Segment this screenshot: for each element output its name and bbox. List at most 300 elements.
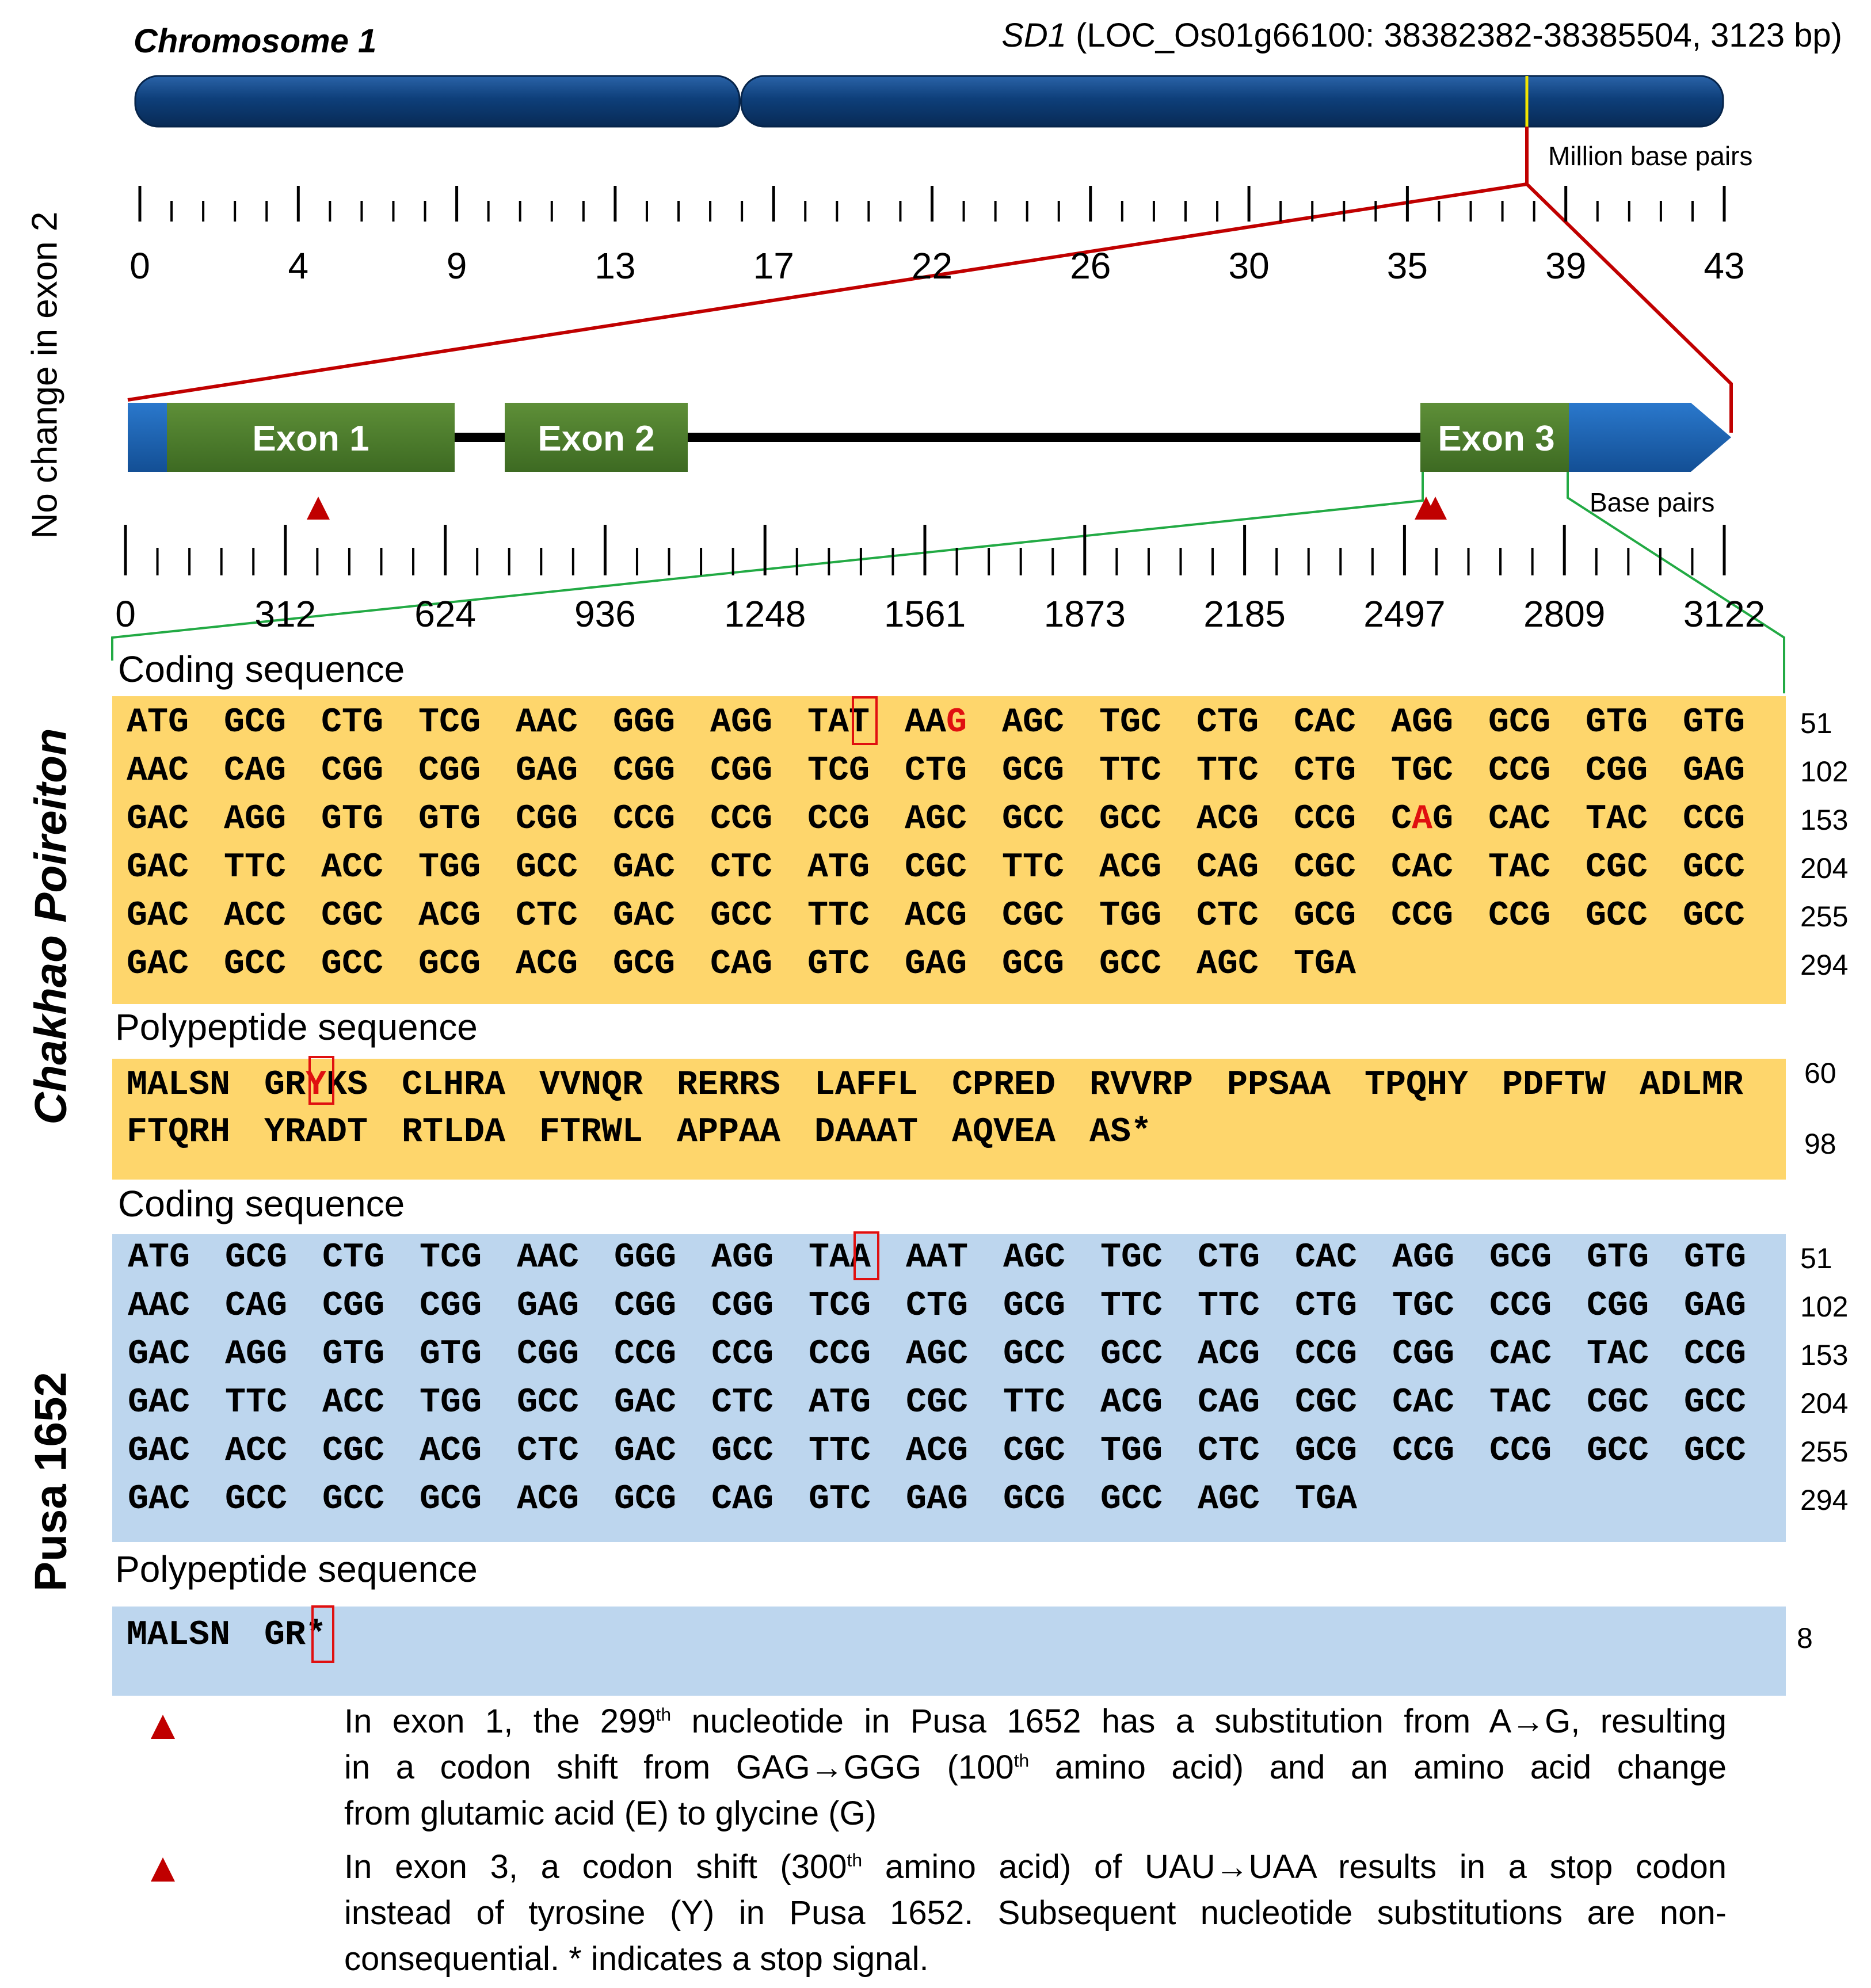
nucleotide-count: 51 xyxy=(1800,707,1832,739)
codon: TCG xyxy=(418,703,481,742)
codon: GTG xyxy=(1684,1238,1747,1277)
codon: CTC xyxy=(517,1432,580,1471)
codon: AGC xyxy=(1198,1480,1260,1519)
codon: CAC xyxy=(1489,1335,1552,1374)
codon: CTG xyxy=(321,703,384,742)
codon: CGC xyxy=(321,896,384,936)
codon: CTC xyxy=(1198,1432,1260,1471)
chromosome-ruler-tick-label: 26 xyxy=(1070,245,1111,287)
codon: CTC xyxy=(711,1383,774,1422)
legend-triangle-2 xyxy=(151,1857,175,1882)
peptide-block: FTQRH xyxy=(127,1113,231,1152)
codon: CGG xyxy=(614,1287,677,1326)
codon: GCG xyxy=(1488,703,1551,742)
codon: AAC xyxy=(517,1238,580,1277)
codon: GAC xyxy=(614,1383,677,1422)
codon: ACG xyxy=(1099,848,1162,887)
codon: ATG xyxy=(127,703,189,742)
peptide-block: MALSN xyxy=(127,1616,231,1655)
nucleotide-count: 204 xyxy=(1800,852,1849,884)
codon: ATG xyxy=(128,1238,190,1277)
codon: CGG xyxy=(321,751,384,791)
codon: AAC xyxy=(128,1287,190,1326)
chromosome-ruler-tick-label: 17 xyxy=(753,245,794,287)
peptide-block: YRADT xyxy=(264,1113,368,1152)
chakhao-coding-header: Coding sequence xyxy=(118,648,405,690)
codon: GCC xyxy=(225,1480,288,1519)
codon: CTC xyxy=(516,896,578,936)
codon: CTC xyxy=(710,848,773,887)
codon: GGG xyxy=(614,1238,677,1277)
codon: CCG xyxy=(809,1335,871,1374)
peptide-block: CLHRA xyxy=(402,1066,506,1105)
codon: CGC xyxy=(1295,1383,1358,1422)
codon: CTG xyxy=(1294,751,1356,791)
codon: GCC xyxy=(321,945,384,984)
nucleotide-count: 153 xyxy=(1800,1339,1849,1371)
codon: CGC xyxy=(905,848,967,887)
codon: TGG xyxy=(420,1383,482,1422)
codon: CTG xyxy=(906,1287,969,1326)
gene-ruler-tick-label: 1248 xyxy=(724,593,806,635)
codon: AGG xyxy=(1392,1238,1455,1277)
codon: TGC xyxy=(1100,1238,1163,1277)
codon: GAG xyxy=(906,1480,969,1519)
gene-ruler-tick-label: 1561 xyxy=(883,593,966,635)
codon: AAT xyxy=(906,1238,969,1277)
codon: TGC xyxy=(1099,703,1162,742)
codon: CAG xyxy=(224,751,287,791)
codon: ATG xyxy=(807,848,870,887)
codon: AGG xyxy=(710,703,773,742)
codon: CAG xyxy=(711,1480,774,1519)
gene-ruler-tick-label: 0 xyxy=(115,593,136,635)
codon: GAC xyxy=(127,896,189,936)
codon: GCC xyxy=(1100,1480,1163,1519)
codon: ACG xyxy=(418,896,481,936)
chromosome-arm-left xyxy=(135,76,740,127)
codon: GCC xyxy=(1099,800,1162,839)
pusa-peptide-header: Polypeptide sequence xyxy=(115,1548,478,1590)
codon: GCG xyxy=(613,945,676,984)
codon: CCG xyxy=(1392,1432,1455,1471)
codon: CAG xyxy=(1198,1383,1260,1422)
note-exon1-line1: In exon 1, the 299th nucleotide in Pusa 1652 has a substitution from A→G, resulting xyxy=(344,1703,1727,1740)
highlight-box-chakhao-residue xyxy=(308,1056,334,1105)
codon: ACC xyxy=(322,1383,385,1422)
utr-5prime xyxy=(128,403,167,472)
codon: GAG xyxy=(905,945,967,984)
peptide-block: MALSN xyxy=(127,1066,231,1105)
chromosome-ruler-tick-label: 0 xyxy=(129,245,150,287)
codon: AGC xyxy=(905,800,967,839)
note-exon3-line1: In exon 3, a codon shift (300th amino acid) of UAU→UAA results in a stop codon xyxy=(344,1848,1727,1886)
peptide-row xyxy=(127,1113,1227,1152)
exon-3-label: Exon 3 xyxy=(1438,419,1555,459)
codon: GCC xyxy=(710,896,773,936)
codon: TAC xyxy=(1586,800,1648,839)
codon: GCG xyxy=(614,1480,677,1519)
peptide-block: VVNQR xyxy=(539,1066,643,1105)
codon: ACG xyxy=(1196,800,1259,839)
peptide-block: GRYKS xyxy=(264,1066,368,1105)
codon: CGC xyxy=(1003,1432,1066,1471)
codon: CCG xyxy=(1294,800,1356,839)
codon: GAC xyxy=(613,896,676,936)
peptide-block: TPQHY xyxy=(1365,1066,1469,1105)
codon: GCG xyxy=(1489,1238,1552,1277)
codon: GCC xyxy=(517,1383,580,1422)
note-exon3-line3: consequential. * indicates a stop signal. xyxy=(344,1940,929,1978)
codon: GAG xyxy=(516,751,578,791)
gene-ruler xyxy=(125,525,1724,575)
codon: ACG xyxy=(1198,1335,1260,1374)
codon: GTG xyxy=(1586,703,1648,742)
note-exon1-line3: from glutamic acid (E) to glycine (G) xyxy=(344,1795,877,1832)
note-exon1 xyxy=(344,1699,1727,1837)
codon: CGG xyxy=(420,1287,482,1326)
gene-locus: (LOC_Os01g66100: 38382382-38385504, 3123 bp) xyxy=(1066,17,1842,54)
codon: GTC xyxy=(807,945,870,984)
codon: GAC xyxy=(128,1335,190,1374)
chromosome-arm-right xyxy=(741,76,1723,127)
chromosome-ruler-tick-label: 22 xyxy=(911,245,953,287)
exon-2-label: Exon 2 xyxy=(538,419,655,459)
codon-row xyxy=(128,1480,1392,1519)
codon: AAC xyxy=(516,703,578,742)
codon: AAC xyxy=(127,751,189,791)
codon: TTC xyxy=(1002,848,1065,887)
codon: TAA xyxy=(809,1238,871,1277)
peptide-block: GR* xyxy=(264,1616,327,1655)
peptide-block: AQVEA xyxy=(952,1113,1056,1152)
codon: GCC xyxy=(1003,1335,1066,1374)
codon: AAG xyxy=(905,703,967,742)
codon: GCG xyxy=(418,945,481,984)
note-exon3 xyxy=(344,1844,1727,1982)
codon-row xyxy=(127,848,1780,887)
residue-count: 8 xyxy=(1797,1622,1813,1654)
codon: GTG xyxy=(322,1335,385,1374)
codon: CGG xyxy=(1587,1287,1649,1326)
codon: GCG xyxy=(1003,1287,1066,1326)
codon-row xyxy=(128,1335,1781,1374)
codon: GCG xyxy=(1003,1480,1066,1519)
chromosome-ruler-tick-label: 13 xyxy=(595,245,636,287)
codon: TGG xyxy=(1100,1432,1163,1471)
codon: CGC xyxy=(322,1432,385,1471)
gene-ruler-tick-label: 1873 xyxy=(1043,593,1126,635)
codon: GTG xyxy=(420,1335,482,1374)
codon: CCG xyxy=(1684,1335,1747,1374)
codon: AGG xyxy=(225,1335,288,1374)
codon: TGG xyxy=(418,848,481,887)
codon: GAC xyxy=(127,800,189,839)
codon: GCC xyxy=(1587,1432,1649,1471)
highlight-box-pusa-codon xyxy=(853,1231,879,1280)
chromosome-ruler-tick-label: 43 xyxy=(1704,245,1745,287)
gene-ruler-tick-label: 624 xyxy=(414,593,476,635)
gene-ruler-tick-label: 312 xyxy=(254,593,317,635)
codon: ACG xyxy=(516,945,578,984)
codon: GCC xyxy=(1100,1335,1163,1374)
nucleotide-count: 204 xyxy=(1800,1387,1849,1420)
codon: GAC xyxy=(128,1432,190,1471)
peptide-block: CPRED xyxy=(952,1066,1056,1105)
codon: AGC xyxy=(1196,945,1259,984)
codon: TTC xyxy=(1198,1287,1260,1326)
peptide-block: PPSAA xyxy=(1227,1066,1331,1105)
codon: GCC xyxy=(1684,1432,1747,1471)
codon: AGG xyxy=(711,1238,774,1277)
codon: CGC xyxy=(1294,848,1356,887)
codon: AGC xyxy=(1003,1238,1066,1277)
codon: GCG xyxy=(1002,751,1065,791)
codon: CTG xyxy=(1295,1287,1358,1326)
codon: CGC xyxy=(1002,896,1065,936)
legend-triangle-1 xyxy=(151,1715,175,1739)
chakhao-peptide-header: Polypeptide sequence xyxy=(115,1006,478,1048)
codon: CCG xyxy=(711,1335,774,1374)
peptide-block: LAFFL xyxy=(814,1066,919,1105)
codon: TGA xyxy=(1295,1480,1358,1519)
codon: TAT xyxy=(807,703,870,742)
codon: GCG xyxy=(224,703,287,742)
gene-ruler-tick-label: 936 xyxy=(574,593,636,635)
codon: GTG xyxy=(418,800,481,839)
codon: CTG xyxy=(1198,1238,1260,1277)
nucleotide-count: 153 xyxy=(1800,804,1849,836)
gene-ruler-tick-label: 2809 xyxy=(1523,593,1606,635)
codon: CGG xyxy=(517,1335,580,1374)
chromosome-ruler-tick-label: 30 xyxy=(1228,245,1270,287)
highlight-box-pusa-residue xyxy=(311,1605,334,1663)
residue-count: 98 xyxy=(1804,1128,1836,1160)
codon-row xyxy=(127,896,1780,936)
codon: TCG xyxy=(420,1238,482,1277)
codon: GAG xyxy=(1684,1287,1747,1326)
codon: GCC xyxy=(1586,896,1648,936)
codon: GCG xyxy=(225,1238,288,1277)
pusa-coding-header: Coding sequence xyxy=(118,1183,405,1224)
codon: ACG xyxy=(1100,1383,1163,1422)
codon: ACG xyxy=(905,896,967,936)
peptide-block: AS* xyxy=(1089,1113,1152,1152)
codon: CCG xyxy=(1489,1287,1552,1326)
codon: ACC xyxy=(224,896,287,936)
codon: TTC xyxy=(225,1383,288,1422)
peptide-block: FTRWL xyxy=(539,1113,643,1152)
codon: GCG xyxy=(1002,945,1065,984)
gene-ruler-tick-label: 2497 xyxy=(1363,593,1446,635)
codon: GTG xyxy=(321,800,384,839)
codon: ACG xyxy=(517,1480,580,1519)
codon: GCG xyxy=(420,1480,482,1519)
codon: GGG xyxy=(613,703,676,742)
codon-row xyxy=(128,1287,1781,1326)
codon: GAC xyxy=(127,945,189,984)
codon-row xyxy=(127,945,1391,984)
peptide-block: RTLDA xyxy=(402,1113,506,1152)
codon: CGG xyxy=(1392,1335,1455,1374)
codon: GCC xyxy=(516,848,578,887)
chromosome-ruler-tick-label: 4 xyxy=(288,245,309,287)
codon: GTG xyxy=(1683,703,1746,742)
note-exon3-line2: instead of tyrosine (Y) in Pusa 1652. Subsequent nucleotide substitutions are non- xyxy=(344,1894,1727,1932)
codon: CAG xyxy=(225,1287,288,1326)
codon: GAC xyxy=(128,1480,190,1519)
codon: CCG xyxy=(807,800,870,839)
codon: GCC xyxy=(1002,800,1065,839)
codon: GCC xyxy=(1683,896,1746,936)
codon: CGG xyxy=(322,1287,385,1326)
peptide-block: RVVRP xyxy=(1089,1066,1194,1105)
nucleotide-count: 51 xyxy=(1800,1242,1832,1275)
peptide-block: ADLMR xyxy=(1640,1066,1744,1105)
codon: CGC xyxy=(906,1383,969,1422)
codon: CAG xyxy=(710,945,773,984)
codon: GAC xyxy=(127,848,189,887)
codon: ACC xyxy=(225,1432,288,1471)
codon: TAC xyxy=(1587,1335,1649,1374)
exon2-note-label: No change in exon 2 xyxy=(25,211,65,539)
codon: CTG xyxy=(1196,703,1259,742)
gene-scale-unit: Base pairs xyxy=(1590,487,1715,517)
codon: CAC xyxy=(1488,800,1551,839)
codon: TTC xyxy=(224,848,287,887)
codon: GCC xyxy=(224,945,287,984)
codon: CCG xyxy=(1683,800,1746,839)
codon: GAC xyxy=(128,1383,190,1422)
codon: TTC xyxy=(807,896,870,936)
codon: CGG xyxy=(613,751,676,791)
codon: TTC xyxy=(809,1432,871,1471)
codon: TTC xyxy=(1003,1383,1066,1422)
nucleotide-count: 294 xyxy=(1800,1484,1849,1516)
codon: TGC xyxy=(1392,1287,1455,1326)
codon-row xyxy=(127,800,1780,839)
codon: ACC xyxy=(321,848,384,887)
peptide-row xyxy=(127,1616,402,1655)
codon: CGC xyxy=(1587,1383,1649,1422)
codon: GCG xyxy=(1294,896,1356,936)
codon: AGG xyxy=(224,800,287,839)
codon: GAC xyxy=(613,848,676,887)
chromosome-ruler-tick-label: 39 xyxy=(1545,245,1587,287)
exon-1-label: Exon 1 xyxy=(252,419,369,459)
codon: GTG xyxy=(1587,1238,1649,1277)
codon: CCG xyxy=(710,800,773,839)
codon: AGC xyxy=(1002,703,1065,742)
codon: TCG xyxy=(807,751,870,791)
codon: CTG xyxy=(322,1238,385,1277)
codon: TTC xyxy=(1196,751,1259,791)
codon: TAC xyxy=(1488,848,1551,887)
codon: CTG xyxy=(905,751,967,791)
codon: CGC xyxy=(1586,848,1648,887)
codon: CCG xyxy=(1391,896,1454,936)
peptide-block: APPAA xyxy=(677,1113,781,1152)
codon: ACG xyxy=(420,1432,482,1471)
codon: GAG xyxy=(517,1287,580,1326)
gene-ruler-tick-label: 2185 xyxy=(1203,593,1286,635)
codon-row xyxy=(127,703,1780,742)
codon: TGC xyxy=(1391,751,1454,791)
codon-row xyxy=(127,751,1780,791)
codon: CAC xyxy=(1391,848,1454,887)
codon: ATG xyxy=(809,1383,871,1422)
codon: CAC xyxy=(1392,1383,1455,1422)
chromosome-ruler-tick-label: 9 xyxy=(446,245,467,287)
codon: GCC xyxy=(1684,1383,1747,1422)
gene-name: SD1 xyxy=(1001,17,1067,54)
codon: CAC xyxy=(1294,703,1356,742)
codon: TTC xyxy=(1100,1287,1163,1326)
codon: GCC xyxy=(711,1432,774,1471)
codon: TTC xyxy=(1099,751,1162,791)
highlight-box-chakhao-codon xyxy=(852,696,878,745)
codon: GCC xyxy=(1683,848,1746,887)
note-exon1-line2: in a codon shift from GAG→GGG (100th amino acid) and an amino acid change xyxy=(344,1749,1727,1786)
codon: CAC xyxy=(1295,1238,1358,1277)
nucleotide-count: 255 xyxy=(1800,900,1849,933)
codon: CCG xyxy=(614,1335,677,1374)
codon-row xyxy=(128,1238,1781,1277)
codon: GAC xyxy=(614,1432,677,1471)
variety-1-label: Chakhao Poireiton xyxy=(25,728,76,1125)
codon: GCC xyxy=(1099,945,1162,984)
zoom-line-red xyxy=(128,184,1731,433)
codon: CGG xyxy=(418,751,481,791)
peptide-block: RERRS xyxy=(677,1066,781,1105)
codon: GAG xyxy=(1683,751,1746,791)
codon: CGG xyxy=(1586,751,1648,791)
codon: TGA xyxy=(1294,945,1356,984)
residue-count: 60 xyxy=(1804,1057,1836,1089)
chromosome-ruler-tick-label: 35 xyxy=(1386,245,1428,287)
codon: GTC xyxy=(809,1480,871,1519)
codon-row xyxy=(128,1383,1781,1422)
peptide-row xyxy=(127,1066,1777,1105)
codon: CAG xyxy=(1391,800,1454,839)
codon: CCG xyxy=(1489,1432,1552,1471)
codon: TCG xyxy=(809,1287,871,1326)
nucleotide-count: 255 xyxy=(1800,1436,1849,1468)
nucleotide-count: 102 xyxy=(1800,1291,1849,1323)
gene-title xyxy=(1001,16,1842,55)
codon: CAG xyxy=(1196,848,1259,887)
nucleotide-count: 102 xyxy=(1800,755,1849,788)
chromosome-label: Chromosome 1 xyxy=(134,22,377,60)
variety-2-label: Pusa 1652 xyxy=(25,1372,76,1592)
chromosome-scale-unit: Million base pairs xyxy=(1548,141,1753,171)
codon: CGG xyxy=(516,800,578,839)
codon: CTC xyxy=(1196,896,1259,936)
codon: CCG xyxy=(1488,896,1551,936)
codon: AGC xyxy=(906,1335,969,1374)
gene-ruler-tick-label: 3122 xyxy=(1683,593,1766,635)
peptide-block: DAAAT xyxy=(814,1113,919,1152)
codon: CCG xyxy=(1295,1335,1358,1374)
nucleotide-count: 294 xyxy=(1800,949,1849,981)
utr-3prime xyxy=(1569,403,1731,472)
codon: GCG xyxy=(1295,1432,1358,1471)
codon: ACG xyxy=(906,1432,969,1471)
codon: CGG xyxy=(711,1287,774,1326)
codon: TAC xyxy=(1489,1383,1552,1422)
codon: TGG xyxy=(1099,896,1162,936)
codon: GCC xyxy=(322,1480,385,1519)
